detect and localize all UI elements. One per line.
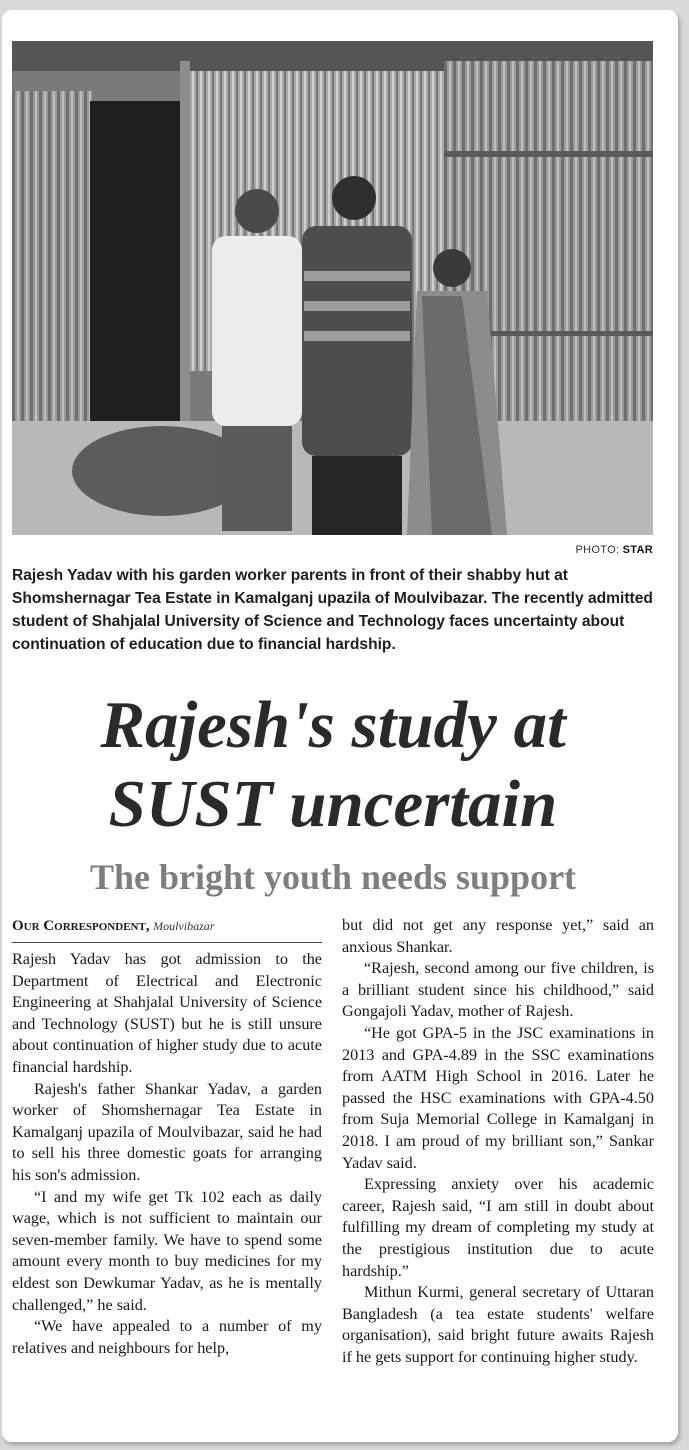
news-photo bbox=[12, 41, 653, 535]
paragraph: Rajesh Yadav has got admission to the Department of Electrical and Electronic Engineering at Shahjalal University of Science and Technology (SUST) but he is still unsure about continuation of higher study due to acute financial hardship. bbox=[12, 950, 322, 1076]
family-hut-photo-icon bbox=[12, 41, 653, 535]
photo-credit-source: STAR bbox=[622, 544, 653, 556]
headline bbox=[0, 686, 666, 844]
headline-line-1: Rajesh's study at bbox=[100, 688, 566, 762]
paragraph: but did not get any response yet,” said an anxious Shankar. bbox=[342, 916, 654, 956]
paragraph: Expressing anxiety over his academic career, Rajesh said, “I am still in doubt about fulfilling my dream of completing my study at the prestigious institution due to acute hardship.” bbox=[342, 1175, 654, 1280]
byline bbox=[12, 917, 322, 943]
byline-location: Moulvibazar bbox=[153, 919, 215, 933]
paragraph: “He got GPA-5 in the JSC examinations in 2013 and GPA-4.89 in the SSC examinations from AATM High School in 2016. Later he passed the HSC examinations with GPA-4.50 from Suja Memorial College in Kamalganj in 2018. I am proud of my brilliant son,” Sankar Yadav said. bbox=[342, 1023, 654, 1172]
paragraph: Rajesh's father Shankar Yadav, a garden worker of Shomshernagar Tea Estate in Kamalganj upazila of Moulvibazar, said he had to sell his three domestic goats for arranging his son's admission. bbox=[12, 1079, 322, 1184]
article-column-2 bbox=[342, 915, 654, 1368]
paragraph: “Rajesh, second among our five children, is a brilliant student since his childhood,” said Gongajoli Yadav, mother of Rajesh. bbox=[342, 959, 654, 1021]
photo-credit: PHOTO: STAR bbox=[575, 544, 653, 556]
photo-caption: Rajesh Yadav with his garden worker parents in front of their shabby hut at Shomshernagar Tea Estate in Kamalganj upazila of Moulvibazar. The recently admitted student of Shahjalal University of Science and Technology faces uncertainty about continuation of education due to financial hardship. bbox=[12, 567, 653, 653]
paragraph: “I and my wife get Tk 102 each as daily wage, which is not sufficient to maintain our seven-member family. We have to spend some amount every month to buy medicines for my eldest son Dewkumar Yadav, as he is mentally challenged,” he said. bbox=[12, 1187, 322, 1314]
byline-correspondent: Our Correspondent, bbox=[12, 918, 150, 934]
paragraph: Mithun Kurmi, general secretary of Uttaran Bangladesh (a tea estate students' welfare organisation), said bright future awaits Rajesh if he gets support for continuing higher study. bbox=[342, 1283, 654, 1366]
headline-line-2: SUST uncertain bbox=[108, 767, 558, 841]
article-column-1 bbox=[12, 949, 322, 1359]
subheadline: The bright youth needs support bbox=[89, 857, 577, 897]
paragraph: “We have appealed to a number of my relatives and neighbours for help, bbox=[12, 1317, 322, 1357]
